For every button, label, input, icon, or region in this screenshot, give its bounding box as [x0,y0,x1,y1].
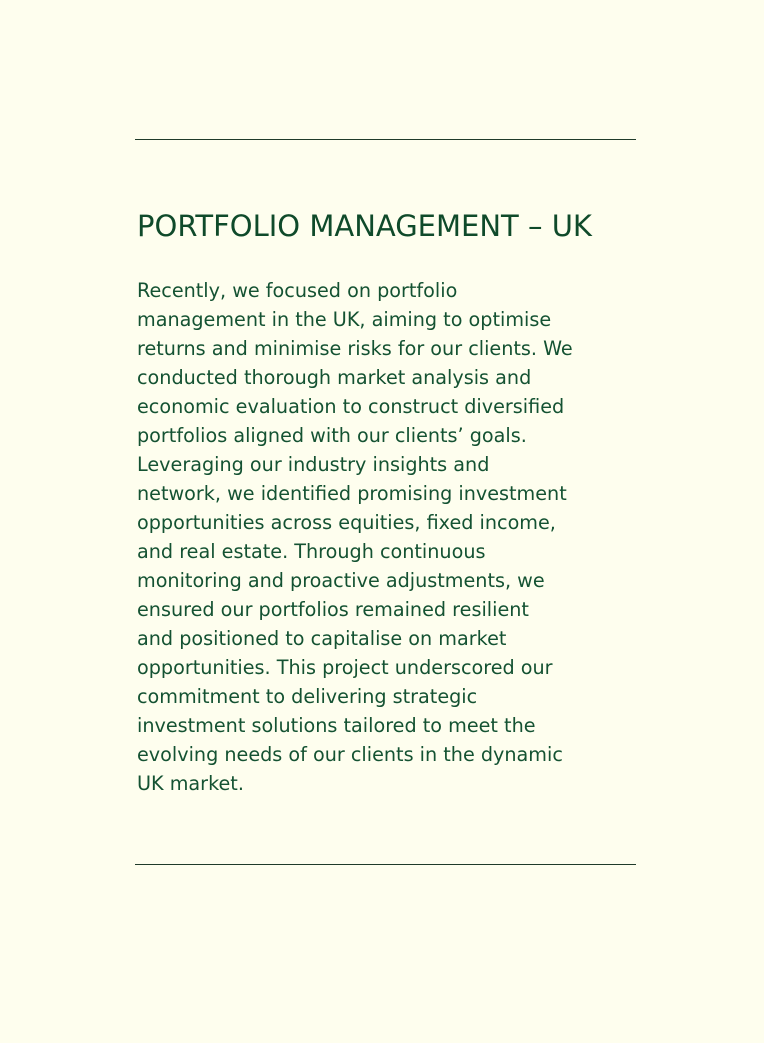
body-line: Leveraging our industry insights and [137,453,490,476]
bottom-divider [135,864,636,865]
body-line: opportunities. This project underscored our [137,656,553,679]
top-divider [135,139,636,140]
body-line: economic evaluation to construct diversified [137,395,565,418]
body-line: ensured our portfolios remained resilient [137,598,529,621]
body-line: UK market. [137,772,244,795]
body-line: investment solutions tailored to meet the [137,714,536,737]
body-line: portfolios aligned with our clients’ goals. [137,424,527,447]
body-line: management in the UK, aiming to optimise [137,308,552,331]
section-body [137,276,612,798]
body-line: network, we identified promising investment [137,482,567,505]
body-line: conducted thorough market analysis and [137,366,532,389]
body-line: monitoring and proactive adjustments, we [137,569,545,592]
body-line: and positioned to capitalise on market [137,627,507,650]
body-line: Recently, we focused on portfolio [137,279,458,302]
body-line: opportunities across equities, fixed income, [137,511,556,534]
body-line: and real estate. Through continuous [137,540,486,563]
body-line: commitment to delivering strategic [137,685,478,708]
section-title: PORTFOLIO MANAGEMENT – UK [137,209,592,243]
body-line: returns and minimise risks for our clients. We [137,337,573,360]
body-line: evolving needs of our clients in the dynamic [137,743,563,766]
